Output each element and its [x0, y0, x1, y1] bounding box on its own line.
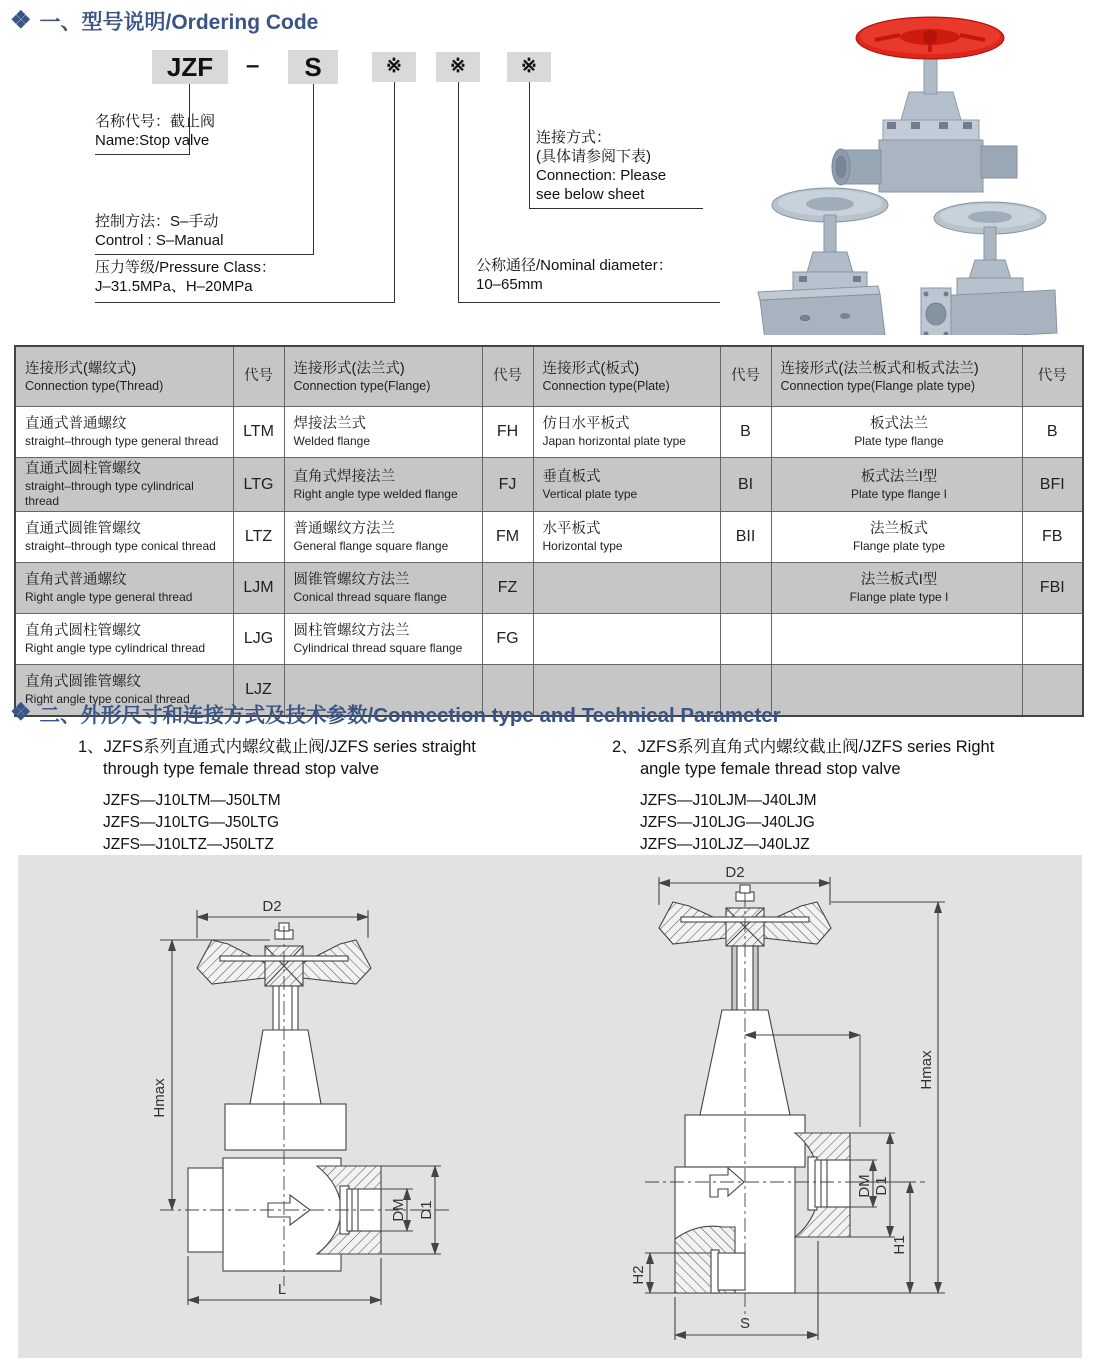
header-code1: 代号: [233, 346, 284, 407]
code-cell: BII: [720, 512, 771, 563]
type-cell: 直角式焊接法兰 Right angle type welded flange: [284, 458, 482, 512]
dim-s: S: [739, 1315, 751, 1332]
connection-underline: [529, 208, 703, 209]
type-cell: 板式法兰I型 Plate type flange I: [771, 458, 1022, 512]
table-row: [15, 563, 1083, 614]
type-cell: 垂直板式 Vertical plate type: [533, 458, 720, 512]
code-box-control: S: [288, 50, 338, 84]
type-cell: 法兰板式 Flange plate type: [771, 512, 1022, 563]
code-box-star1: ※: [372, 52, 416, 82]
header-plate: 连接形式(板式) Connection type(Plate): [533, 346, 720, 407]
model-item: JZFS—J10LJM—J40LJM: [640, 792, 817, 809]
dim-h2: H2: [630, 1265, 647, 1285]
table-header-row: [15, 346, 1083, 407]
dim-d2: D2: [262, 898, 282, 915]
code-cell: [720, 563, 771, 614]
type-cell: 直角式圆柱管螺纹 Right angle type cylindrical thread: [15, 614, 233, 665]
code-cell: LTG: [233, 458, 284, 512]
header-code3: 代号: [720, 346, 771, 407]
type-cell: 圆柱管螺纹方法兰 Cylindrical thread square flange: [284, 614, 482, 665]
code-cell: [1022, 614, 1083, 665]
dim-dm: DM: [390, 1198, 407, 1222]
code-cell: [771, 614, 1022, 665]
valve-photo-left: [758, 188, 888, 335]
model-item: JZFS—J10LJG—J40LJG: [640, 814, 815, 831]
type-cell: 焊接法兰式 Welded flange: [284, 407, 482, 458]
type-cell: 圆锥管螺纹方法兰 Conical thread square flange: [284, 563, 482, 614]
code-cell: FJ: [482, 458, 533, 512]
code-cell: BI: [720, 458, 771, 512]
dim-d1: D1: [418, 1200, 435, 1220]
nominal-underline: [458, 302, 720, 303]
table-row: [15, 512, 1083, 563]
code-cell: LJM: [233, 563, 284, 614]
pressure-underline: [95, 302, 395, 303]
subsection1-models: [103, 790, 281, 856]
code-cell: [533, 614, 720, 665]
subsection2-title: 2、JZFS系列直角式内螺纹截止阀/JZFS series Right angle type female thread stop valve: [612, 738, 995, 778]
table-row: [15, 458, 1083, 512]
leader-line-control: [313, 84, 314, 254]
dim-d1: D1: [873, 1176, 890, 1196]
type-cell: 直通式普通螺纹 straight–through type general thread: [15, 407, 233, 458]
leader-line-nominal: [458, 82, 459, 302]
model-item: JZFS—J10LTM—J50LTM: [103, 792, 281, 809]
diamond-bullet-icon: ❖: [10, 699, 32, 726]
connection-type-table: [14, 345, 1084, 717]
code-box-series: JZF: [152, 50, 228, 84]
type-cell: 板式法兰 Plate type flange: [771, 407, 1022, 458]
code-cell: FG: [482, 614, 533, 665]
code-cell: FB: [1022, 512, 1083, 563]
header-flange: 连接形式(法兰式) Connection type(Flange): [284, 346, 482, 407]
model-item: JZFS—J10LTG—J50LTG: [103, 814, 279, 831]
leader-line-connection: [529, 82, 530, 208]
dim-dm: DM: [856, 1174, 873, 1198]
code-cell: FBI: [1022, 563, 1083, 614]
model-item: JZFS—J10LJZ—J40LJZ: [640, 836, 810, 853]
control-label: 控制方法：S–手动 Control : S–Manual: [95, 213, 224, 249]
dim-d2: D2: [725, 865, 745, 881]
connection-table-body: [15, 407, 1083, 717]
section2-heading: [10, 698, 781, 728]
header-flange-plate: 连接形式(法兰板式和板式法兰) Connection type(Flange plate type): [771, 346, 1022, 407]
code-cell: LJZ: [233, 665, 284, 717]
valve-photo-red: [832, 17, 1017, 192]
drawing-straight-valve: [100, 868, 520, 1328]
code-cell: B: [720, 407, 771, 458]
code-cell: LTM: [233, 407, 284, 458]
nominal-label: 公称通径/Nominal diameter： 10–65mm: [476, 257, 673, 293]
code-cell: [771, 665, 1022, 717]
pressure-label: 压力等级/Pressure Class： J–31.5MPa、H–20MPa: [95, 259, 276, 295]
code-cell: [1022, 665, 1083, 717]
section2-title: 二、外形尺寸和连接方式及技术参数/Connection type and Technical Parameter: [39, 704, 781, 727]
section1-title: 一、型号说明/Ordering Code: [39, 11, 319, 34]
dim-hmax: Hmax: [151, 1078, 168, 1118]
table-row: [15, 407, 1083, 458]
type-cell: 普通螺纹方法兰 General flange square flange: [284, 512, 482, 563]
drawing-right-angle-valve: [605, 865, 1045, 1365]
code-cell: [720, 614, 771, 665]
type-cell: 直通式圆锥管螺纹 straight–through type conical thread: [15, 512, 233, 563]
header-code4: 代号: [1022, 346, 1083, 407]
type-cell: 直角式普通螺纹 Right angle type general thread: [15, 563, 233, 614]
technical-drawing-area: [18, 855, 1082, 1358]
code-cell: BFI: [1022, 458, 1083, 512]
code-cell: FZ: [482, 563, 533, 614]
valve-photos: [735, 0, 1095, 335]
control-underline: [95, 254, 314, 255]
valve-photo-right: [921, 202, 1057, 335]
subsection2-models: [640, 790, 817, 856]
type-cell: 直通式圆柱管螺纹 straight–through type cylindrical thread: [15, 458, 233, 512]
code-cell: [533, 563, 720, 614]
code-cell: B: [1022, 407, 1083, 458]
code-dash: –: [246, 52, 260, 79]
model-item: JZFS—J10LTZ—J50LTZ: [103, 836, 274, 853]
dim-l: L: [277, 1281, 287, 1298]
subsection1-title: 1、JZFS系列直通式内螺纹截止阀/JZFS series straight through type female thread stop valve: [78, 738, 476, 778]
code-cell: FH: [482, 407, 533, 458]
type-cell: 水平板式 Horizontal type: [533, 512, 720, 563]
diamond-bullet-icon: ❖: [10, 7, 32, 34]
name-label: 名称代号：截止阀 Name:Stop valve: [95, 113, 216, 149]
dim-hmax: Hmax: [918, 1050, 935, 1090]
header-thread: 连接形式(螺纹式) Connection type(Thread): [15, 346, 233, 407]
dim-h1: H1: [891, 1235, 908, 1255]
code-cell: LJG: [233, 614, 284, 665]
name-underline: [95, 154, 190, 155]
connection-label: 连接方式： (具体请参阅下表) Connection: Please see below sheet: [536, 129, 667, 203]
code-cell: LTZ: [233, 512, 284, 563]
type-cell: 直角式圆锥管螺纹 Right angle type conical thread: [15, 665, 233, 717]
leader-line-pressure: [394, 82, 395, 302]
section1-heading: [10, 6, 318, 36]
type-cell: 仿日水平板式 Japan horizontal plate type: [533, 407, 720, 458]
table-row: [15, 614, 1083, 665]
type-cell: 法兰板式I型 Flange plate type I: [771, 563, 1022, 614]
code-cell: FM: [482, 512, 533, 563]
code-box-star3: ※: [507, 52, 551, 82]
code-box-star2: ※: [436, 52, 480, 82]
header-code2: 代号: [482, 346, 533, 407]
